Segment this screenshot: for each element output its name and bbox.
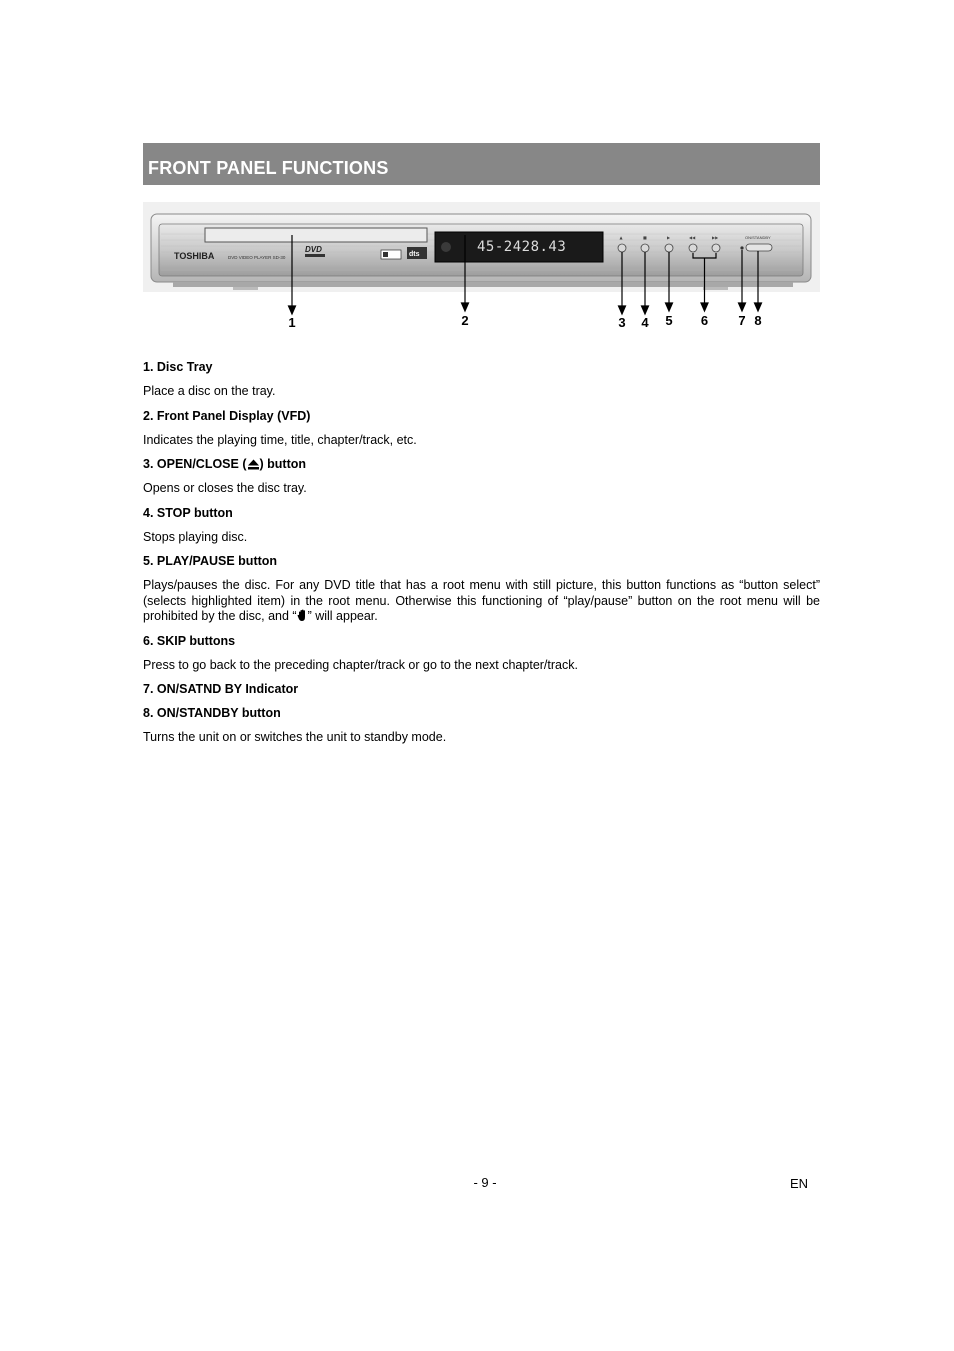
item-heading-open-close (143, 457, 820, 472)
callout-arrow-3 (619, 306, 626, 314)
callout-arrow-5 (666, 303, 673, 311)
callout-number-7: 7 (738, 313, 746, 328)
section-title-bar (143, 143, 820, 185)
dolby-logo-mark (383, 252, 388, 257)
callout-arrow-6 (701, 303, 708, 311)
callout-number-5: 5 (665, 313, 673, 328)
item-body-play-pause (143, 578, 820, 625)
skip-back-button[interactable] (689, 244, 697, 252)
function-list (143, 360, 820, 746)
ir-sensor (441, 242, 451, 252)
language-code: EN (790, 1176, 809, 1191)
dvd-logo: DVD (305, 245, 322, 254)
item-body-skip: Press to go back to the preceding chapter/track or go to the next chapter/track. (143, 657, 578, 672)
prohibited-hand-icon (297, 609, 308, 622)
item-heading-standby-indicator: 7. ON/SATND BY Indicator (143, 682, 299, 696)
callout-number-4: 4 (641, 315, 649, 330)
callout-arrow-1 (289, 306, 296, 314)
stop-button[interactable] (641, 244, 649, 252)
standby-indicator (740, 246, 743, 249)
callout-number-6: 6 (700, 313, 709, 328)
play-symbol-icon: ▶ (667, 235, 671, 240)
item-heading-disc-tray: 1. Disc Tray (143, 360, 213, 374)
item-heading-open-close-pre: 3. OPEN/CLOSE ( (143, 457, 247, 471)
item-heading-open-close-post: ) button (259, 457, 307, 471)
play-pause-button[interactable] (665, 244, 673, 252)
stop-symbol-icon: ■ (643, 235, 647, 240)
model-label: DVD VIDEO PLAYER SD-30 (228, 255, 286, 260)
eject-button[interactable] (618, 244, 626, 252)
item-body-play-pause-pre: Plays/pauses the disc. For any DVD title that has a root menu with still picture, this button functions as “button select” (selects highlighted item) in the root menu. Otherwise this functioning of “play/pause” button on the root menu will be prohibited by the disc, and “ (143, 578, 820, 623)
item-body-disc-tray: Place a disc on the tray. (143, 384, 276, 398)
item-body-display: Indicates the playing time, title, chapter/track, etc. (143, 432, 417, 447)
item-body-standby-button: Turns the unit on or switches the unit to standby mode. (143, 730, 447, 744)
callout-number-1: 1 (288, 315, 296, 330)
page-number: - 9 - (473, 1175, 497, 1190)
item-body-play-pause-post: ” will appear. (307, 609, 378, 623)
callout-number-2: 2 (461, 313, 469, 328)
item-heading-standby-button: 8. ON/STANDBY button (143, 706, 281, 720)
item-heading-skip: 6. SKIP buttons (143, 633, 236, 648)
player-foot (703, 287, 728, 290)
player-base (173, 282, 793, 287)
callout-arrow-2 (462, 303, 469, 311)
standby-button[interactable] (746, 244, 772, 251)
dvd-player-illustration (143, 200, 820, 340)
item-heading-play-pause: 5. PLAY/PAUSE button (143, 554, 278, 568)
skip-forward-symbol-icon: ▶▶ (712, 235, 719, 240)
brand-label: TOSHIBA (174, 251, 215, 261)
eject-symbol-icon: ▲ (619, 235, 623, 240)
skip-forward-button[interactable] (712, 244, 720, 252)
dvd-logo-bar (305, 254, 325, 257)
callout-arrow-4 (642, 306, 649, 314)
player-foot (233, 287, 258, 290)
display-readout: 45-2428.43 (477, 239, 567, 255)
item-body-open-close: Opens or closes the disc tray. (143, 481, 307, 495)
item-heading-display: 2. Front Panel Display (VFD) (143, 408, 311, 423)
eject-icon (247, 459, 260, 470)
callout-arrow-7 (739, 303, 746, 311)
skip-back-symbol-icon: ◀◀ (689, 235, 696, 240)
item-body-stop: Stops playing disc. (143, 529, 248, 544)
callout-number-8: 8 (754, 313, 762, 328)
callout-number-3: 3 (618, 315, 626, 330)
callout-arrow-8 (755, 303, 762, 311)
front-panel-figure (143, 200, 820, 340)
section-title: FRONT PANEL FUNCTIONS (148, 158, 389, 178)
dts-logo: dts (409, 251, 420, 258)
disc-tray (205, 228, 427, 242)
standby-label: ON/STANDBY (745, 235, 771, 240)
item-heading-stop: 4. STOP button (143, 505, 233, 520)
